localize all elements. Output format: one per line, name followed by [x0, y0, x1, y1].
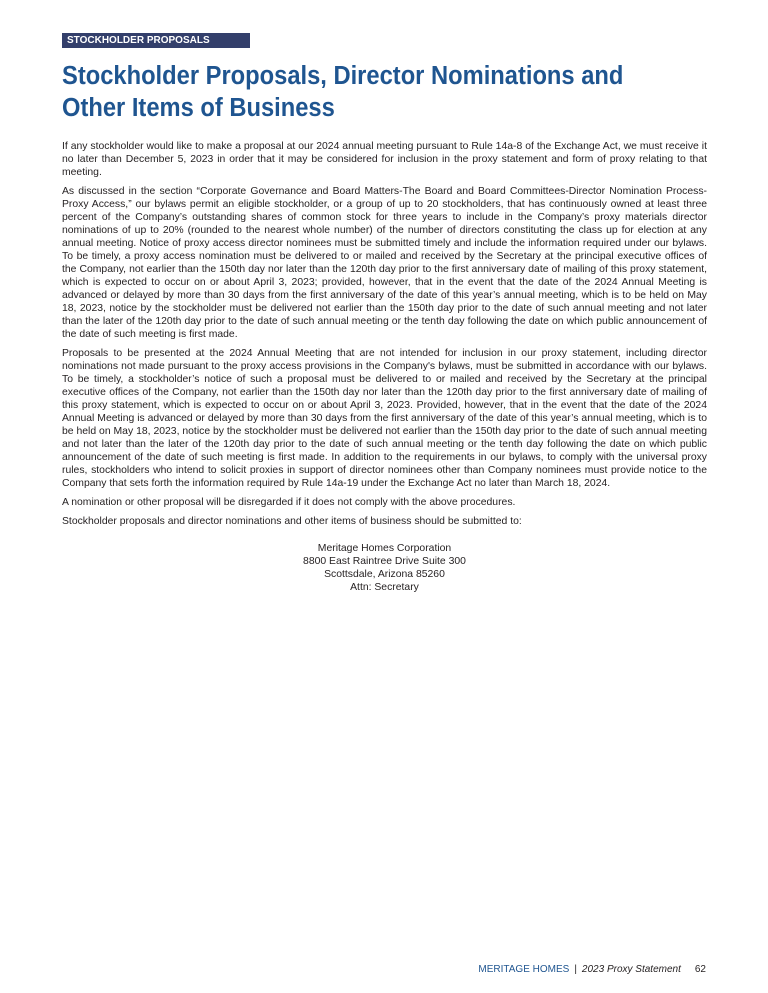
- mailing-address: [62, 542, 707, 594]
- paragraph: A nomination or other proposal will be disregarded if it does not comply with the above procedures.: [62, 497, 516, 508]
- page-title: Stockholder Proposals, Director Nominations and Other Items of Business: [62, 62, 624, 122]
- section-label: STOCKHOLDER PROPOSALS: [62, 33, 250, 48]
- address-line: Attn: Secretary: [350, 582, 419, 593]
- footer-separator: |: [574, 964, 577, 975]
- paragraph: If any stockholder would like to make a proposal at our 2024 annual meeting pursuant to Rule 14a-8 of the Exchange Act, we must receive it no later than December 5, 2023 in order that it may be considered for inclusion in the proxy statement and form of proxy relating to that meeting.: [62, 141, 707, 178]
- address-line: 8800 East Raintree Drive Suite 300: [303, 556, 466, 567]
- body-text: [62, 140, 707, 594]
- footer-brand: MERITAGE HOMES: [478, 964, 570, 975]
- page-number: 62: [694, 964, 706, 975]
- address-line: Scottsdale, Arizona 85260: [324, 569, 445, 580]
- paragraph: As discussed in the section “Corporate Governance and Board Matters-The Board and Board Committees-Director Nomination Process-Proxy Access,” our bylaws permit an eligible stockholder, or a group of up to 20 stockholders, that has continuously owned at least three percent of the Company’s outstanding shares of common stock for three years to include in the Company’s proxy materials director nominations of up to 20% (rounded to the nearest whole number) of the number of directors constituting the class up for election at any annual meeting. Notice of proxy access director nominees must be submitted timely and include the information required under our bylaws. To be timely, a proxy access nomination must be delivered to or mailed and received by the Secretary at the principal executive offices of the Company, not earlier than the 150th day nor later than the 120th day prior to the first anniversary date of mailing of this proxy statement, which is expected to occur on or about April 3, 2023; provided, however, that in the event that the date of the 2024 Annual Meeting is advanced or delayed by more than 30 days from the first anniversary of the date of this year’s annual meeting, which is to be held on May 18, 2023, notice by the stockholder must be delivered not earlier than the 150th day prior to the date of such annual meeting and not later than the later of the 120th day prior to the date of such annual meeting or the tenth day following the date on which public announcement of the date of such meeting is first made.: [62, 186, 707, 340]
- address-line: Meritage Homes Corporation: [317, 543, 452, 554]
- footer-document-title: 2023 Proxy Statement: [581, 964, 681, 975]
- page-footer: [478, 964, 706, 975]
- paragraph: Proposals to be presented at the 2024 Annual Meeting that are not intended for inclusion in our proxy statement, including director nominations not made pursuant to the proxy access provisions in the Company's bylaws, must be submitted in accordance with our bylaws. To be timely, a stockholder’s notice of such a proposal must be delivered to or mailed and received by the Secretary at the principal executive offices of the Company, not earlier than the 150th day nor later than the 120th day prior to the first anniversary date of mailing of this proxy statement, which is expected to occur on or about April 3, 2023. Provided, however, that in the event that the date of the 2024 Annual Meeting is advanced or delayed by more than 30 days from the first anniversary of the date of this year’s annual meeting, which is to be held on May 18, 2023, notice by the stockholder must be delivered not earlier than the 150th day prior to the date of such annual meeting and not later than the later of the 120th day prior to the date of such annual meeting or the tenth day following the date on which public announcement of the date of such meeting is first made. In addition to the requirements in our bylaws, to comply with the universal proxy rules, stockholders who intend to solicit proxies in support of director nominees other than Company nominees must provide notice to the Company that sets forth the information required by Rule 14a-19 under the Exchange Act no later than March 18, 2024.: [62, 348, 707, 489]
- paragraph: Stockholder proposals and director nominations and other items of business should be submitted to:: [62, 516, 522, 527]
